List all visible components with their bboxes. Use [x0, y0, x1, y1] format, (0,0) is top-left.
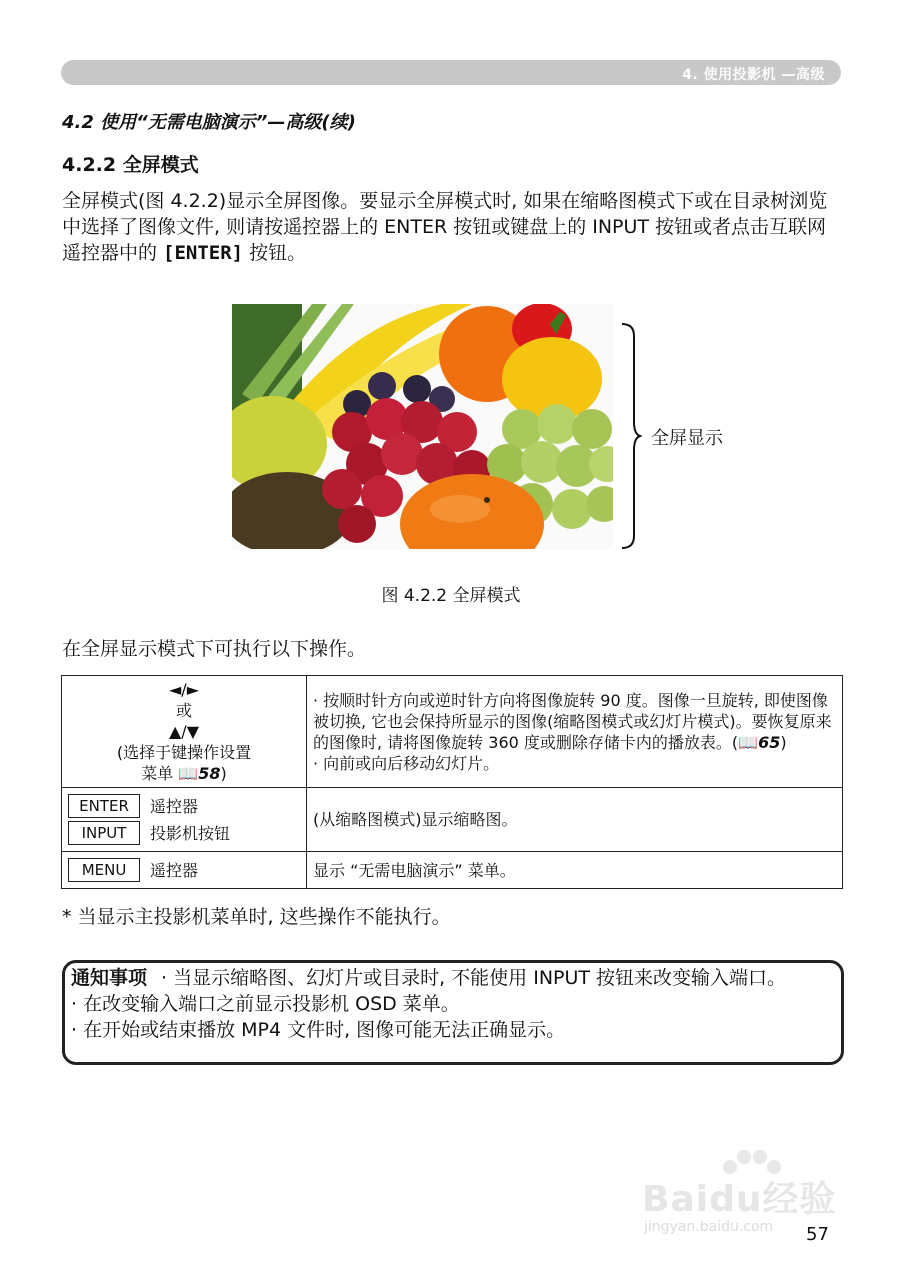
page-ref: 58	[198, 764, 221, 783]
notice-line-3: · 在开始或结束播放 MP4 文件时, 图像可能无法正确显示。	[71, 1019, 566, 1041]
intro-text-2: 按钮。	[243, 242, 307, 264]
footnote: * 当显示主投影机菜单时, 这些操作不能执行。	[62, 906, 451, 928]
watermark-url: jingyan.baidu.com	[644, 1219, 774, 1235]
sub-section-title: 4.2.2 全屏模式	[62, 154, 199, 176]
page-ref: 65	[758, 732, 781, 752]
table-row	[62, 788, 843, 852]
section-title: 4.2 使用“无需电脑演示”—高级(续)	[62, 112, 356, 133]
projector-button-label: 投影机按钮	[150, 823, 231, 843]
page-number: 57	[806, 1224, 829, 1245]
row2-keys-cell	[62, 788, 307, 852]
fullscreen-fruit-photo	[232, 304, 613, 549]
key-setting-note-1: (选择于键操作设置	[116, 743, 252, 762]
book-icon: 📖	[738, 732, 759, 752]
slide-description: · 向前或向后移动幻灯片。	[313, 753, 500, 773]
key-setting-note-2: 菜单 📖58)	[141, 764, 227, 783]
notice-title: 通知事项	[71, 967, 148, 989]
table-row	[62, 852, 843, 889]
book-icon: 📖	[178, 764, 199, 783]
arrow-keys-ud: ▲/▼	[169, 722, 199, 741]
menu-key-box: MENU	[68, 858, 140, 882]
row1-keys-cell	[62, 676, 307, 788]
row1-desc-cell	[307, 676, 843, 788]
enter-key-ref: [ENTER]	[163, 242, 244, 264]
row2-desc-cell: (从缩略图模式)显示缩略图。	[307, 788, 843, 852]
figure-caption: 图 4.2.2 全屏模式	[381, 586, 521, 606]
intro-text-1: 全屏模式(图 4.2.2)显示全屏图像。要显示全屏模式时, 如果在缩略图模式下或在目录树浏览中选择了图像文件, 则请按遥控器上的 ENTER 按钮或键盘上的 INPUT 按钮或者点击互联网遥控器中的	[62, 190, 828, 264]
table-intro: 在全屏显示模式下可执行以下操作。	[62, 638, 367, 660]
chapter-header-text: 4. 使用投影机 —高级	[682, 67, 825, 83]
notice-line-1: 通知事项 · 当显示缩略图、幻灯片或目录时, 不能使用 INPUT 按钮来改变输入端口。	[71, 967, 787, 989]
operations-table	[61, 675, 843, 889]
input-key-box: INPUT	[68, 821, 140, 845]
row3-keys-cell	[62, 852, 307, 889]
fruit-illustration	[232, 304, 613, 549]
intro-paragraph	[62, 188, 842, 266]
row3-desc-cell: 显示 “无需电脑演示” 菜单。	[307, 852, 843, 889]
notice-box	[62, 960, 844, 1065]
or-text: 或	[175, 701, 192, 720]
remote-label: 遥控器	[150, 860, 199, 880]
right-brace-icon	[620, 322, 642, 550]
chapter-header-bar	[61, 60, 841, 85]
remote-label: 遥控器	[150, 796, 199, 816]
fullscreen-label: 全屏显示	[651, 428, 723, 449]
watermark-logo: Baidu经验	[642, 1179, 837, 1220]
table-row	[62, 676, 843, 788]
arrow-keys-lr: ◄/►	[169, 680, 199, 699]
enter-key-box: ENTER	[68, 794, 140, 818]
rotate-description: · 按顺时针方向或逆时针方向将图像旋转 90 度。图像一旦旋转, 即使图像被切换, 它也会保持所显示的图像(缩略图模式或幻灯片模式)。要恢复原来的图像时, 请将图像旋转 360 度或删除存储卡内的播放表。(📖65)	[313, 690, 832, 752]
notice-line-2: · 在改变输入端口之前显示投影机 OSD 菜单。	[71, 993, 460, 1015]
